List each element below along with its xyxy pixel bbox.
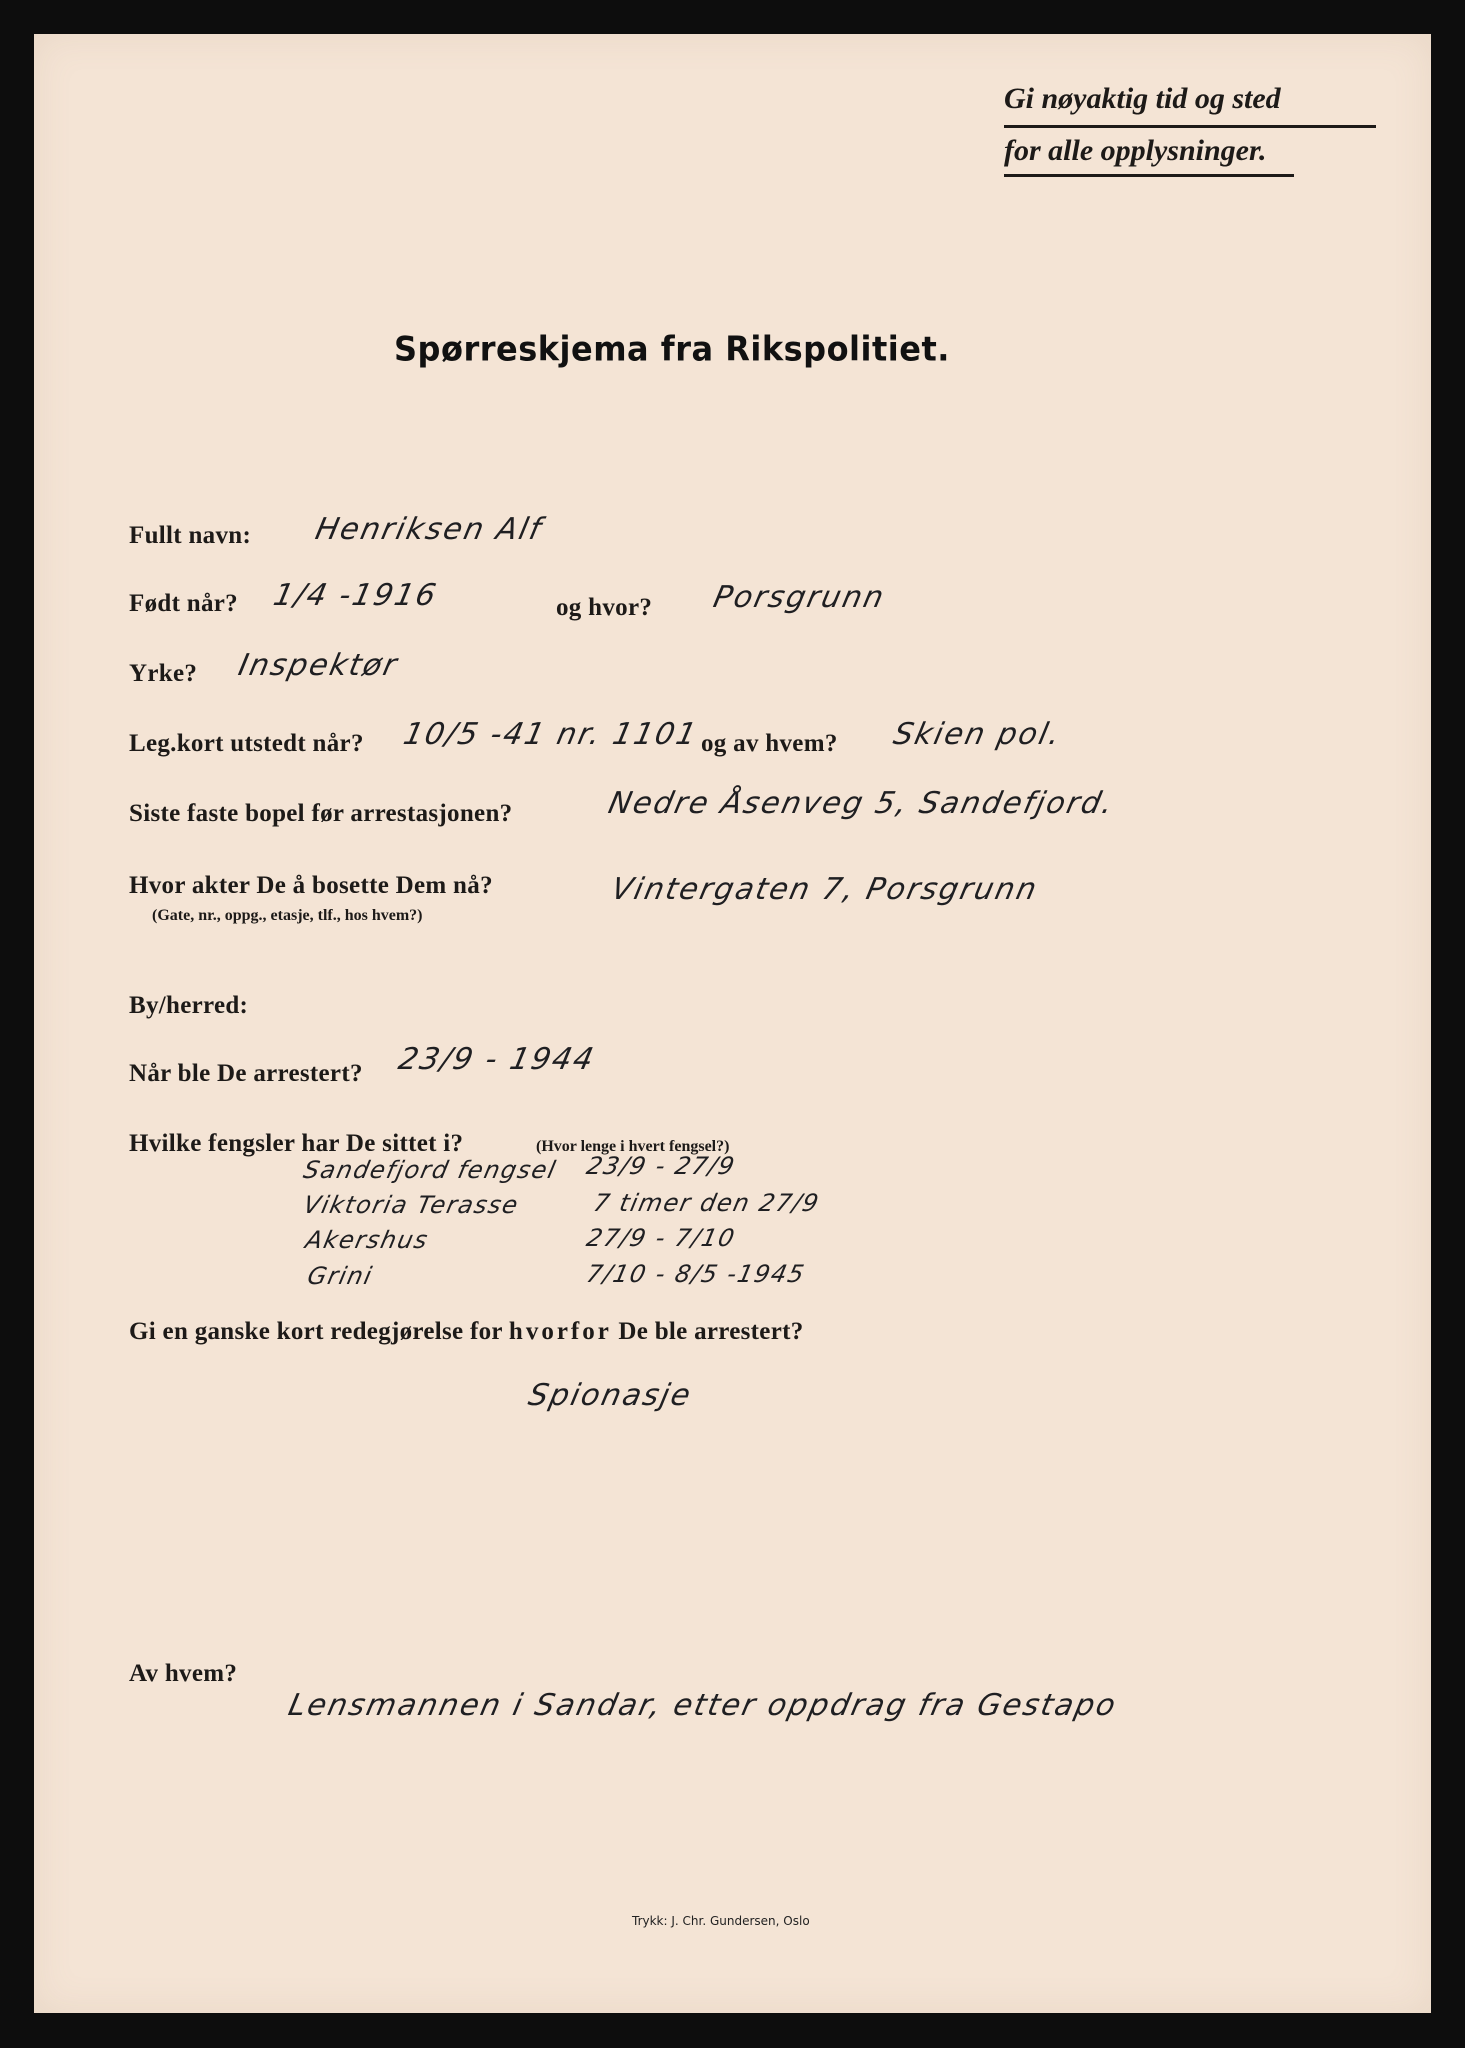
id-card-when-label: Leg.kort utstedt når?: [129, 730, 364, 757]
reason-value: Spionasje: [525, 1378, 696, 1413]
reason-label-pre: Gi en ganske kort redegjørelse for: [129, 1318, 503, 1345]
reason-label-emph: hvorfor: [508, 1318, 612, 1345]
id-card-when-value: 10/5 -41 nr. 1101: [400, 717, 702, 752]
full-name-label: Fullt navn:: [129, 522, 252, 549]
form-sheet: [34, 34, 1431, 2013]
future-address-label: Hvor akter De å bosette Dem nå?: [129, 872, 493, 899]
prison-row-1-place: Sandefjord fengsel: [301, 1156, 560, 1184]
header-note-rule1: [1004, 125, 1376, 128]
prison-row-1-period: 23/9 - 27/9: [584, 1152, 739, 1180]
arrested-when-value: 23/9 - 1944: [395, 1042, 599, 1077]
future-address-value: Vintergaten 7, Porsgrunn: [608, 872, 1042, 907]
born-where-value: Porsgrunn: [710, 580, 889, 615]
born-where-label: og hvor?: [556, 594, 653, 621]
occupation-value: Inspektør: [235, 648, 402, 683]
full-name-value: Henriksen Alf: [312, 512, 546, 547]
prison-row-3-period: 27/9 - 7/10: [584, 1224, 739, 1252]
reason-label: [129, 1318, 804, 1346]
by-whom-value: Lensmannen i Sandar, etter oppdrag fra Gestapo: [285, 1688, 1121, 1723]
prison-row-4-place: Grini: [305, 1262, 376, 1290]
id-card-by-value: Skien pol.: [890, 717, 1065, 752]
header-note-line1: Gi nøyaktig tid og sted: [1004, 82, 1281, 115]
prison-row-2-period: 7 timer den 27/9: [591, 1189, 823, 1217]
prisons-label: Hvilke fengsler har De sittet i?: [129, 1130, 464, 1157]
prisons-sublabel: (Hvor lenge i hvert fengsel?): [536, 1138, 730, 1155]
future-address-sublabel: (Gate, nr., oppg., etasje, tlf., hos hvem?): [152, 907, 423, 924]
prison-row-4-period: 7/10 - 8/5 -1945: [584, 1260, 808, 1288]
born-when-value: 1/4 -1916: [270, 578, 441, 613]
header-note-line2: for alle opplysninger.: [1004, 134, 1267, 167]
occupation-label: Yrke?: [129, 660, 198, 687]
arrested-when-label: Når ble De arrestert?: [129, 1060, 363, 1087]
header-note-rule2: [1004, 174, 1294, 177]
born-when-label: Født når?: [129, 590, 238, 617]
last-address-label: Siste faste bopel før arrestasjonen?: [129, 800, 513, 827]
prison-row-2-place: Viktoria Terasse: [301, 1191, 522, 1219]
id-card-by-label: og av hvem?: [701, 730, 838, 757]
prison-row-3-place: Akershus: [303, 1226, 432, 1254]
municipality-label: By/herred:: [129, 992, 249, 1019]
printer-footer: Trykk: J. Chr. Gundersen, Oslo: [632, 1914, 810, 1928]
last-address-value: Nedre Åsenveg 5, Sandefjord.: [605, 786, 1118, 821]
reason-label-post: De ble arrestert?: [618, 1318, 804, 1345]
form-title: Spørreskjema fra Rikspolitiet.: [394, 329, 950, 369]
by-whom-label: Av hvem?: [129, 1660, 238, 1687]
